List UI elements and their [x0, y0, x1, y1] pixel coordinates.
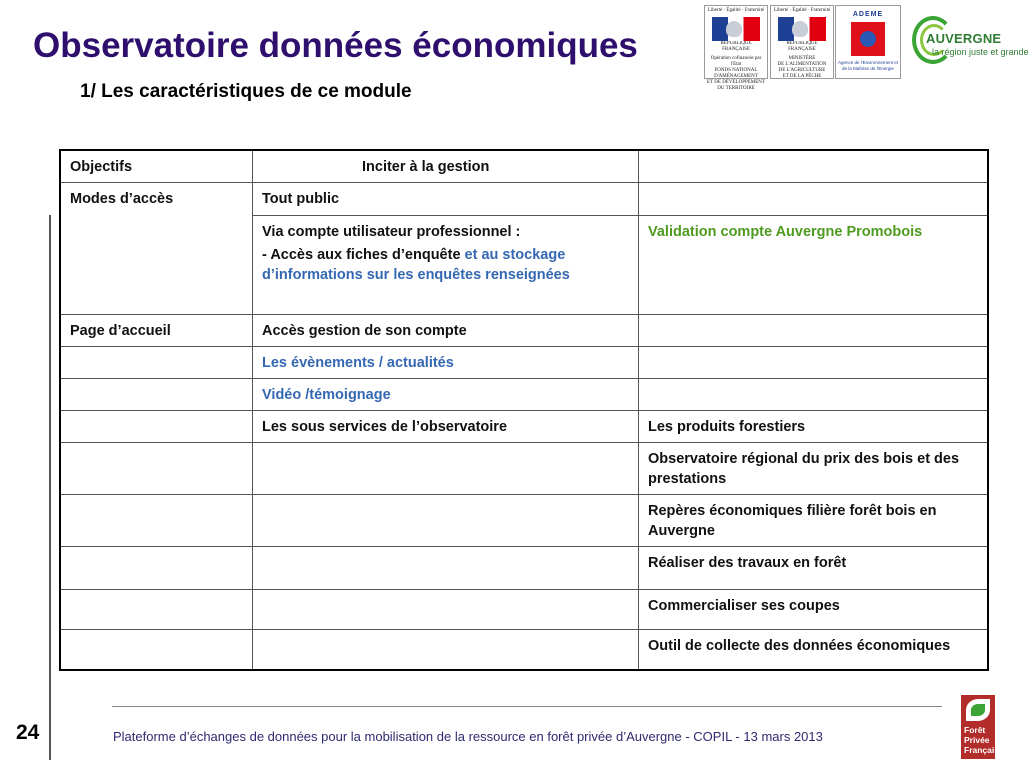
page-number: 24 [16, 721, 40, 744]
fpf-text [964, 725, 1004, 755]
slide-title: Observatoire données économiques [33, 26, 638, 65]
acces-gestion: Accès gestion de son compte [253, 315, 639, 347]
acces-fiches: - Accès aux fiches d’enquête [262, 247, 465, 263]
ademe-logo [835, 5, 901, 79]
leaf-inner-icon [971, 704, 985, 716]
objectifs-value: Inciter à la gestion [362, 159, 490, 175]
rf1-caption-4: DU TERRITOIRE [717, 86, 755, 91]
realiser-travaux: Réaliser des travaux en forêt [639, 547, 989, 590]
table-row [60, 315, 988, 347]
acces-fiches-blue: et au stockage d’informations sur les enquêtes renseignées [262, 247, 570, 283]
empty-cell [60, 630, 253, 670]
rf1-caption-3: ET DE DÉVELOPPEMENT [707, 80, 765, 85]
empty-cell [639, 379, 989, 411]
empty-cell [253, 443, 639, 495]
marianne-flag-icon [778, 17, 826, 41]
table-row [60, 443, 988, 495]
empty-cell [639, 347, 989, 379]
empty-cell [60, 547, 253, 590]
empty-cell [60, 379, 253, 411]
empty-cell [253, 495, 639, 547]
rf1-motto: Liberté · Égalité · Fraternité [707, 8, 765, 13]
foret-privee-francaise-logo [961, 695, 1004, 759]
auvergne-tagline: la région juste et grande [932, 47, 1029, 57]
reperes-economiques: Repères économiques filière forêt bois en Auvergne [639, 495, 989, 547]
commercialiser-coupes: Commercialiser ses coupes [639, 590, 989, 630]
ademe-globe-icon [851, 22, 885, 56]
empty-cell [60, 495, 253, 547]
table-row [60, 590, 988, 630]
rf2-caption-3: ET DE LA PÊCHE [782, 74, 822, 79]
objectifs-value-cell [253, 150, 639, 183]
rf2-caption-2: DE L'AGRICULTURE [778, 68, 826, 73]
sous-services: Les sous services de l’observatoire [253, 411, 639, 443]
fpf-line-0: Forêt [964, 725, 986, 735]
table-row [60, 547, 988, 590]
table-row [60, 347, 988, 379]
modes-acces-label: Modes d’accès [60, 183, 253, 315]
ademe-name: ADEME [852, 11, 884, 18]
republique-francaise-fnadt-logo [704, 5, 768, 91]
empty-cell [60, 411, 253, 443]
empty-cell [60, 347, 253, 379]
fpf-line-1: Privée [964, 735, 990, 745]
observatoire-prix: Observatoire régional du prix des bois et des prestations [639, 443, 989, 495]
table-row [60, 150, 988, 183]
republique-francaise-ministere-logo [770, 5, 834, 79]
empty-cell [639, 315, 989, 347]
empty-cell [60, 590, 253, 630]
footer-text: Plateforme d’échanges de données pour la mobilisation de la ressource en forêt privée d’Auvergne - COPIL - 13 mars 2013 [113, 729, 823, 744]
ademe-caption: Agence de l'Environnement et de la Maîtrise de l'Energie [838, 60, 898, 71]
empty-cell [253, 630, 639, 670]
table-row [60, 411, 988, 443]
empty-cell [639, 150, 989, 183]
table-row [60, 183, 988, 216]
objectifs-label: Objectifs [60, 150, 253, 183]
table-row [60, 630, 988, 670]
rf2-motto: Liberté · Égalité · Fraternité [773, 8, 831, 13]
rf2-caption-0: MINISTÈRE [788, 56, 816, 61]
empty-cell [60, 443, 253, 495]
empty-cell [639, 183, 989, 216]
rf2-country: RÉPUBLIQUE FRANÇAISE [786, 41, 818, 52]
produits-forestiers: Les produits forestiers [639, 411, 989, 443]
characteristics-table [59, 149, 989, 671]
left-divider [49, 215, 51, 760]
table-row [60, 379, 988, 411]
rf1-caption-1: FONDS NATIONAL [714, 68, 758, 73]
rf1-caption-2: D'AMÉNAGEMENT [714, 74, 758, 79]
empty-cell [253, 590, 639, 630]
compte-pro: Via compte utilisateur professionnel : [262, 224, 521, 240]
rf2-caption-1: DE L'ALIMENTATION [777, 62, 827, 67]
marianne-flag-icon [712, 17, 760, 41]
validation-promobois: Validation compte Auvergne Promobois [639, 216, 989, 315]
footer-divider [112, 706, 942, 707]
auvergne-region-logo [908, 10, 1029, 70]
outil-collecte: Outil de collecte des données économiques [639, 630, 989, 670]
compte-pro-cell [253, 216, 639, 315]
table-row [60, 495, 988, 547]
empty-cell [253, 547, 639, 590]
auvergne-name: AUVERGNE [926, 31, 1002, 46]
slide-subtitle: 1/ Les caractéristiques de ce module [80, 81, 412, 102]
video-temoignage: Vidéo /témoignage [253, 379, 639, 411]
evenements-actualites: Les évènements / actualités [253, 347, 639, 379]
page-accueil-label: Page d’accueil [60, 315, 253, 347]
rf1-caption-0: Opération cofinancée par l'Etat [710, 56, 762, 67]
tout-public: Tout public [253, 183, 639, 216]
rf1-country: RÉPUBLIQUE FRANÇAISE [720, 41, 752, 52]
fpf-line-2: Française [964, 745, 1004, 755]
